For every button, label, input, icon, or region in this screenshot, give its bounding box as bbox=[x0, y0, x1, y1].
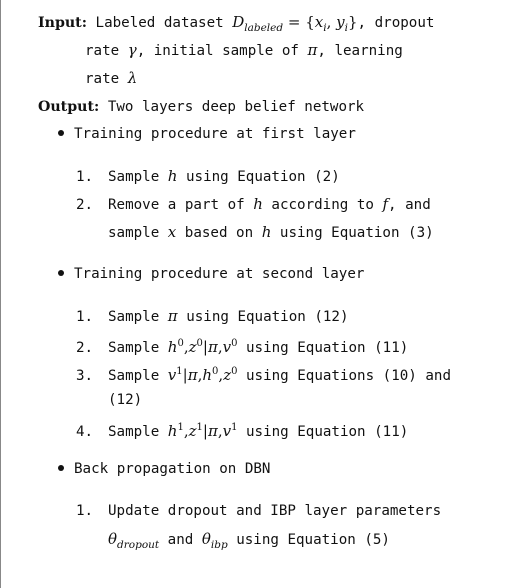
input-label: Input bbox=[38, 15, 82, 31]
bullet-icon bbox=[58, 130, 64, 136]
section-2-step-2: 2. Sample $h^0,z^0|\pi,v^0$ using Equation (11) bbox=[76, 338, 409, 356]
section-1-step-2: 2. Remove a part of h according to f, and bbox=[76, 195, 431, 213]
section-2-step-4: 4. Sample $h^1,z^1|\pi,v^1$ using Equation (11) bbox=[76, 422, 409, 440]
input-line-3: rate λ bbox=[85, 69, 138, 87]
input-line-2: rate γ, initial sample of π, learning bbox=[85, 41, 403, 59]
bullet-icon bbox=[58, 270, 64, 276]
section-2-step-3-cont: (12) bbox=[108, 392, 143, 408]
output-line: Output: Two layers deep belief network bbox=[38, 99, 365, 115]
output-text: Two layers deep belief network bbox=[107, 99, 365, 115]
bullet-icon bbox=[58, 465, 64, 471]
section-2-step-3: 3. Sample $v^1|\pi,h^0,z^0$ using Equations (10) and bbox=[76, 366, 452, 384]
section-2-title: Training procedure at second layer bbox=[58, 264, 364, 284]
section-3-step-1-cont: $\theta_{dropout}$ and $\theta_{ibp}$ using Equation (5) bbox=[108, 530, 390, 551]
section-1-step-2-cont: sample x based on h using Equation (3) bbox=[108, 223, 434, 241]
section-2-step-1: 1. Sample π using Equation (12) bbox=[76, 307, 349, 325]
section-1-step-1: 1. Sample h using Equation (2) bbox=[76, 167, 340, 185]
section-3-step-1: 1. Update dropout and IBP layer parameters bbox=[76, 503, 442, 519]
section-3-title: Back propagation on DBN bbox=[58, 459, 270, 479]
output-label: Output bbox=[38, 99, 95, 115]
input-line-1: Input: Labeled dataset $D_{labeled} = \{x_i$, $y_i$}, dropout bbox=[38, 13, 435, 34]
section-1-title: Training procedure at first layer bbox=[58, 124, 356, 144]
